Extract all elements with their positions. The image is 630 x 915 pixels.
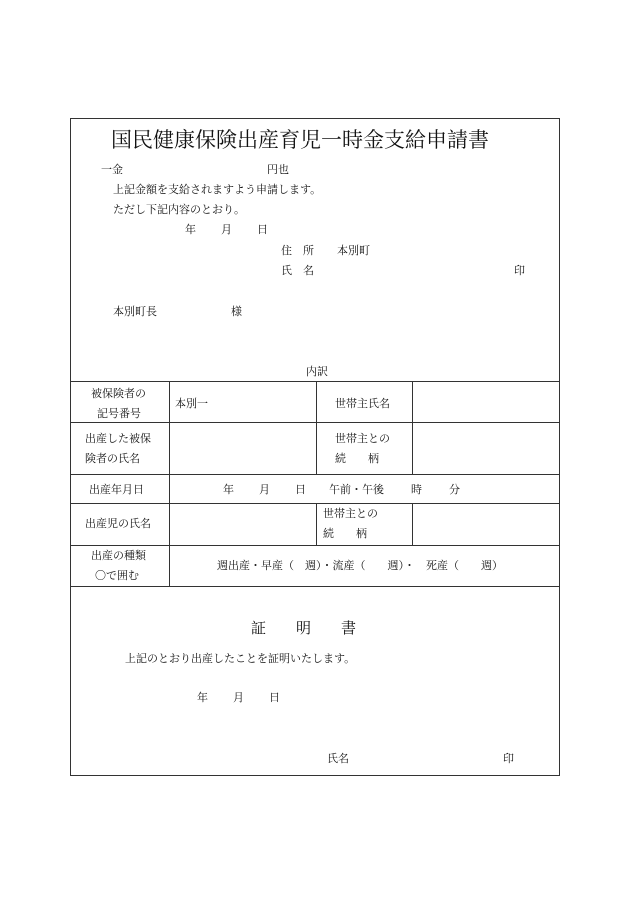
- table-value-column-line-b: [412, 503, 413, 545]
- date-year: 年: [185, 223, 196, 236]
- table-row-line-3: [71, 503, 559, 504]
- table-label-column-line: [169, 381, 170, 586]
- amount-suffix: 円也: [267, 163, 289, 176]
- relation-label-1: 世帯主との: [335, 432, 390, 445]
- birth-date-hour: 時: [411, 483, 422, 496]
- certificate-statement: 上記のとおり出産したことを証明いたします。: [125, 652, 356, 665]
- addressee: 本別町長: [113, 305, 157, 318]
- date-month: 月: [221, 223, 232, 236]
- table-value-column-line-a: [412, 381, 413, 474]
- child-relation-label-2: 続 柄: [323, 527, 367, 540]
- certificate-date-day: 日: [269, 691, 280, 704]
- birth-date-year: 年: [223, 483, 234, 496]
- insured-code-label-2: 記号番号: [97, 407, 141, 420]
- seal-mark: 印: [514, 264, 525, 277]
- insured-code-value: 本別一: [175, 397, 208, 410]
- table-row-line-1: [71, 422, 559, 423]
- birth-type-value: 週出産・早産（ 週）・流産（ 週）・ 死産（ 週）: [217, 559, 503, 572]
- birth-date-minute: 分: [449, 483, 460, 496]
- householder-name-label: 世帯主氏名: [335, 397, 390, 410]
- honorific: 様: [231, 305, 242, 318]
- insured-code-label-1: 被保険者の: [91, 387, 146, 400]
- birth-type-label-1: 出産の種類: [91, 549, 146, 562]
- note-line: ただし下記内容のとおり。: [113, 203, 245, 216]
- certificate-date-month: 月: [233, 691, 244, 704]
- table-mid-column-line-b: [316, 503, 317, 545]
- table-mid-column-line-a: [316, 381, 317, 474]
- certificate-name-label: 氏名: [327, 752, 349, 765]
- amount-prefix: 一金: [101, 163, 123, 176]
- certificate-date-year: 年: [197, 691, 208, 704]
- mother-name-label-1: 出産した被保: [85, 432, 151, 445]
- application-form: [70, 118, 560, 776]
- address-value: 本別町: [337, 244, 370, 257]
- table-row-line-4: [71, 545, 559, 546]
- certificate-heading: 証 明 書: [251, 619, 357, 637]
- address-label: 住 所: [281, 244, 314, 257]
- certificate-seal-mark: 印: [503, 752, 514, 765]
- birth-type-label-2: 〇で囲む: [95, 569, 139, 582]
- date-day: 日: [257, 223, 268, 236]
- child-relation-label-1: 世帯主との: [323, 507, 378, 520]
- table-top-line: [71, 381, 559, 382]
- birth-date-ampm: 午前・午後: [329, 483, 384, 496]
- form-title: 国民健康保険出産育児一時金支給申請書: [111, 128, 489, 152]
- birth-date-month: 月: [259, 483, 270, 496]
- table-row-line-2: [71, 474, 559, 475]
- child-name-label: 出産児の氏名: [85, 517, 151, 530]
- mother-name-label-2: 険者の氏名: [85, 452, 140, 465]
- birth-date-day: 日: [295, 483, 306, 496]
- birth-date-label: 出産年月日: [89, 483, 144, 496]
- relation-label-2: 続 柄: [335, 452, 379, 465]
- details-heading: 内訳: [306, 365, 328, 378]
- table-bottom-line: [71, 586, 559, 587]
- request-line: 上記金額を支給されますよう申請します。: [113, 183, 322, 196]
- name-label: 氏 名: [281, 264, 314, 277]
